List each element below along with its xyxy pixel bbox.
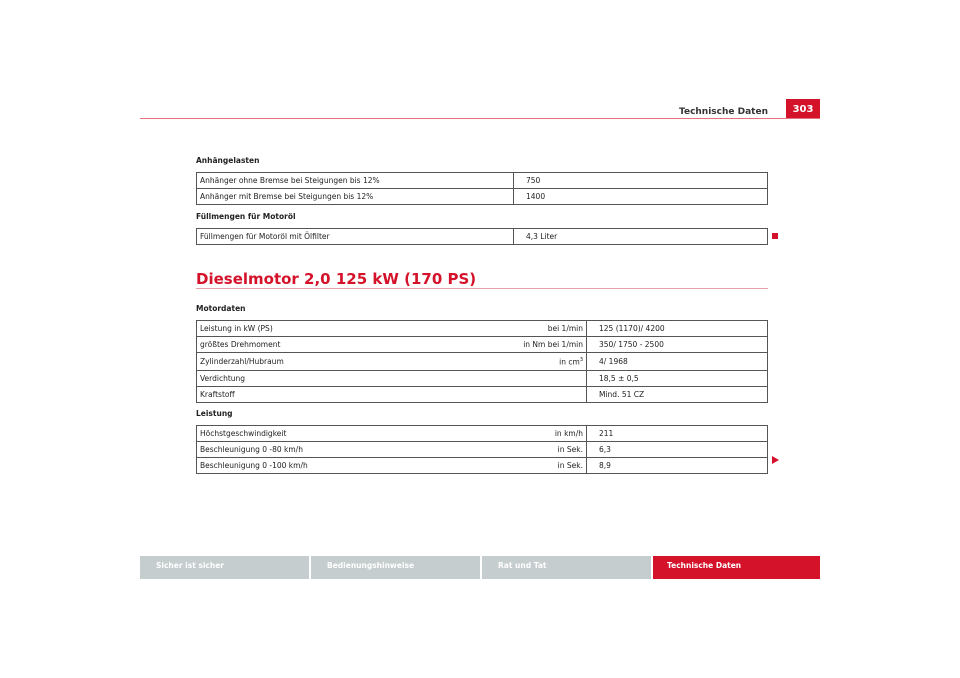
table-row	[197, 229, 768, 245]
footer-tab-technische-daten[interactable]: Technische Daten	[653, 556, 820, 579]
footer-tab-sicher-ist-sicher[interactable]: Sicher ist sicher	[140, 556, 309, 579]
row-label: Höchstgeschwindigkeit	[197, 426, 481, 442]
row-label: Leistung in kW (PS)	[197, 321, 481, 337]
row-label: Anhänger ohne Bremse bei Steigungen bis 12%	[197, 173, 514, 189]
row-label: größtes Drehmoment	[197, 337, 481, 353]
unit-superscript: 3	[579, 356, 583, 363]
continue-arrow-icon[interactable]	[772, 456, 779, 464]
title-underline	[196, 288, 768, 289]
row-unit	[480, 371, 587, 387]
table-row	[197, 173, 768, 189]
row-label: Zylinderzahl/Hubraum	[197, 353, 481, 371]
row-value: 1400	[514, 189, 768, 205]
row-value: Mind. 51 CZ	[587, 387, 768, 403]
section-label-anhaengelasten: Anhängelasten	[196, 156, 260, 165]
row-unit	[480, 387, 587, 403]
footer-tab-bedienungshinweise[interactable]: Bedienungshinweise	[311, 556, 480, 579]
leistung-table	[196, 425, 768, 474]
unit-text: in cm	[559, 357, 580, 367]
table-row	[197, 353, 768, 371]
section-end-marker	[772, 233, 778, 239]
row-label: Füllmengen für Motoröl mit Ölfilter	[197, 229, 514, 245]
table-row	[197, 387, 768, 403]
row-value: 8,9	[587, 458, 768, 474]
section-label-leistung: Leistung	[196, 409, 233, 418]
anhaengelasten-table	[196, 172, 768, 205]
row-value: 350/ 1750 - 2500	[587, 337, 768, 353]
row-value: 4,3 Liter	[514, 229, 768, 245]
row-value: 125 (1170)/ 4200	[587, 321, 768, 337]
footer-tab-rat-und-tat[interactable]: Rat und Tat	[482, 556, 651, 579]
row-label: Beschleunigung 0 -100 km/h	[197, 458, 481, 474]
row-value: 750	[514, 173, 768, 189]
footer-nav	[140, 556, 820, 579]
row-label: Anhänger mit Bremse bei Steigungen bis 12%	[197, 189, 514, 205]
row-unit: in Nm bei 1/min	[480, 337, 587, 353]
page-number: 303	[786, 99, 820, 119]
section-label-motordaten: Motordaten	[196, 304, 246, 313]
table-row	[197, 189, 768, 205]
row-value: 6,3	[587, 442, 768, 458]
header-divider	[140, 118, 820, 119]
table-row	[197, 426, 768, 442]
fuellmengen-table	[196, 228, 768, 245]
row-unit: in Sek.	[480, 458, 587, 474]
table-row	[197, 337, 768, 353]
table-row	[197, 371, 768, 387]
row-unit	[480, 353, 587, 371]
row-label: Beschleunigung 0 -80 km/h	[197, 442, 481, 458]
table-row	[197, 442, 768, 458]
motordaten-table	[196, 320, 768, 403]
row-unit: bei 1/min	[480, 321, 587, 337]
row-unit: in km/h	[480, 426, 587, 442]
row-value: 211	[587, 426, 768, 442]
row-label: Kraftstoff	[197, 387, 481, 403]
row-value: 4/ 1968	[587, 353, 768, 371]
section-label-fuellmengen: Füllmengen für Motoröl	[196, 212, 296, 221]
table-row	[197, 458, 768, 474]
table-row	[197, 321, 768, 337]
row-value: 18,5 ± 0,5	[587, 371, 768, 387]
page-header-title: Technische Daten	[679, 107, 768, 117]
section-title: Dieselmotor 2,0 125 kW (170 PS)	[196, 270, 477, 288]
row-unit: in Sek.	[480, 442, 587, 458]
row-label: Verdichtung	[197, 371, 481, 387]
